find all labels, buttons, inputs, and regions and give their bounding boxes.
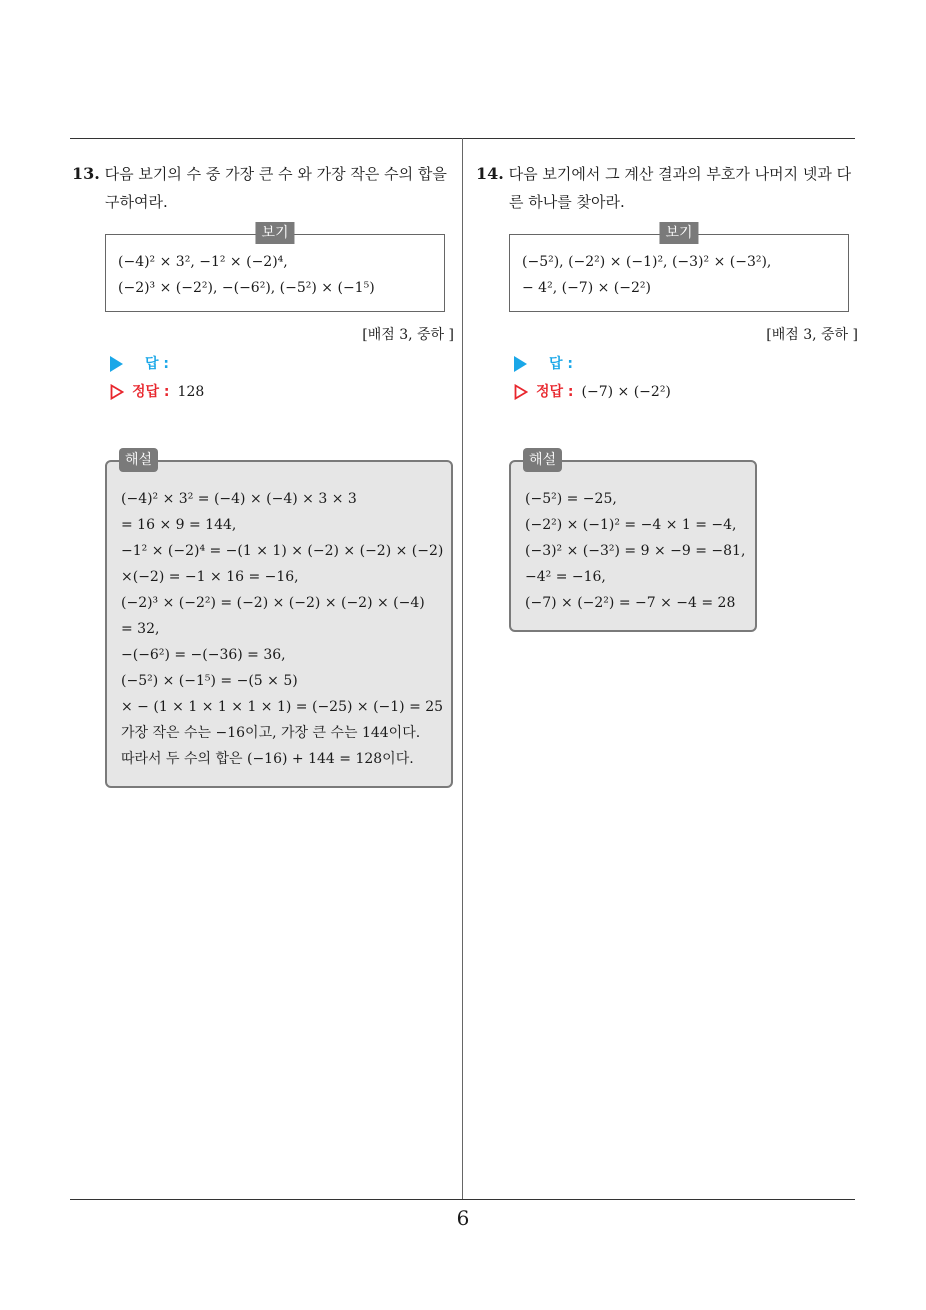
question-14-number: 14. <box>476 164 504 183</box>
bottom-rule <box>70 1199 855 1200</box>
question-14-bogi-box <box>509 225 849 312</box>
bogi-tag: 보기 <box>659 222 698 244</box>
explanation-line: (−5²) × (−1⁵) = −(5 × 5) <box>121 673 298 689</box>
bogi-tag: 보기 <box>255 222 294 244</box>
explanation-line: 따라서 두 수의 합은 (−16) + 144 = 128이다. <box>121 751 414 767</box>
answer-label: 답 : <box>549 356 573 372</box>
column-divider <box>462 138 463 1200</box>
hollow-triangle-icon <box>514 384 528 400</box>
explanation-line: = 16 × 9 = 144, <box>121 517 237 533</box>
explanation-line: 가장 작은 수는 −16이고, 가장 큰 수는 144이다. <box>121 725 421 741</box>
explanation-tag: 해설 <box>119 448 158 472</box>
explanation-line: × − (1 × 1 × 1 × 1 × 1) = (−25) × (−1) = 25 <box>121 699 444 715</box>
play-arrow-icon <box>110 356 123 372</box>
question-14-explanation-box <box>509 452 757 632</box>
explanation-line: −(−6²) = −(−36) = 36, <box>121 647 286 663</box>
bogi-line: − 4², (−7) × (−2²) <box>522 280 651 296</box>
explanation-line: ×(−2) = −1 × 16 = −16, <box>121 569 299 585</box>
explanation-line: (−3)² × (−3²) = 9 × −9 = −81, <box>525 543 746 559</box>
explanation-line: (−2²) × (−1)² = −4 × 1 = −4, <box>525 517 737 533</box>
question-13-answer <box>110 354 456 374</box>
hollow-triangle-icon <box>110 384 124 400</box>
question-13-line1: 다음 보기의 수 중 가장 큰 수 와 가장 작은 수의 합을 <box>104 165 447 183</box>
question-14-text <box>476 160 860 216</box>
question-13 <box>72 160 456 788</box>
question-14-line1: 다음 보기에서 그 계산 결과의 부호가 나머지 넷과 다 <box>508 165 852 183</box>
question-13-number: 13. <box>72 164 100 183</box>
explanation-line: (−5²) = −25, <box>525 491 617 507</box>
bogi-line: (−2)³ × (−2²), −(−6²), (−5²) × (−1⁵) <box>118 280 375 296</box>
answer-label: 답 : <box>145 356 169 372</box>
play-arrow-icon <box>514 356 527 372</box>
question-13-text <box>72 160 456 216</box>
explanation-line: (−2)³ × (−2²) = (−2) × (−2) × (−2) × (−4) <box>121 595 425 611</box>
question-14-answer <box>514 354 860 374</box>
solution-value: 128 <box>177 384 205 400</box>
explanation-line: = 32, <box>121 621 160 637</box>
question-14-line2: 른 하나를 찾아라. <box>509 193 625 211</box>
question-13-solution <box>110 382 456 402</box>
question-14 <box>476 160 860 632</box>
explanation-line: −1² × (−2)⁴ = −(1 × 1) × (−2) × (−2) × (−2) <box>121 543 444 559</box>
question-13-bogi-box <box>105 225 445 312</box>
question-13-explanation-box <box>105 452 453 788</box>
solution-label: 정답 : <box>132 384 170 400</box>
question-13-line2: 구하여라. <box>105 193 168 211</box>
page-number: 6 <box>456 1206 470 1230</box>
explanation-tag: 해설 <box>523 448 562 472</box>
bogi-line: (−5²), (−2²) × (−1)², (−3)² × (−3²), <box>522 254 772 270</box>
explanation-line: (−7) × (−2²) = −7 × −4 = 28 <box>525 595 736 611</box>
question-14-solution <box>514 382 860 402</box>
explanation-line: −4² = −16, <box>525 569 606 585</box>
bogi-line: (−4)² × 3², −1² × (−2)⁴, <box>118 254 288 270</box>
explanation-line: (−4)² × 3² = (−4) × (−4) × 3 × 3 <box>121 491 357 507</box>
question-13-score: [배점 3, 중하 ] <box>362 327 454 343</box>
solution-value: (−7) × (−2²) <box>581 384 671 400</box>
question-14-score: [배점 3, 중하 ] <box>766 327 858 343</box>
solution-label: 정답 : <box>536 384 574 400</box>
